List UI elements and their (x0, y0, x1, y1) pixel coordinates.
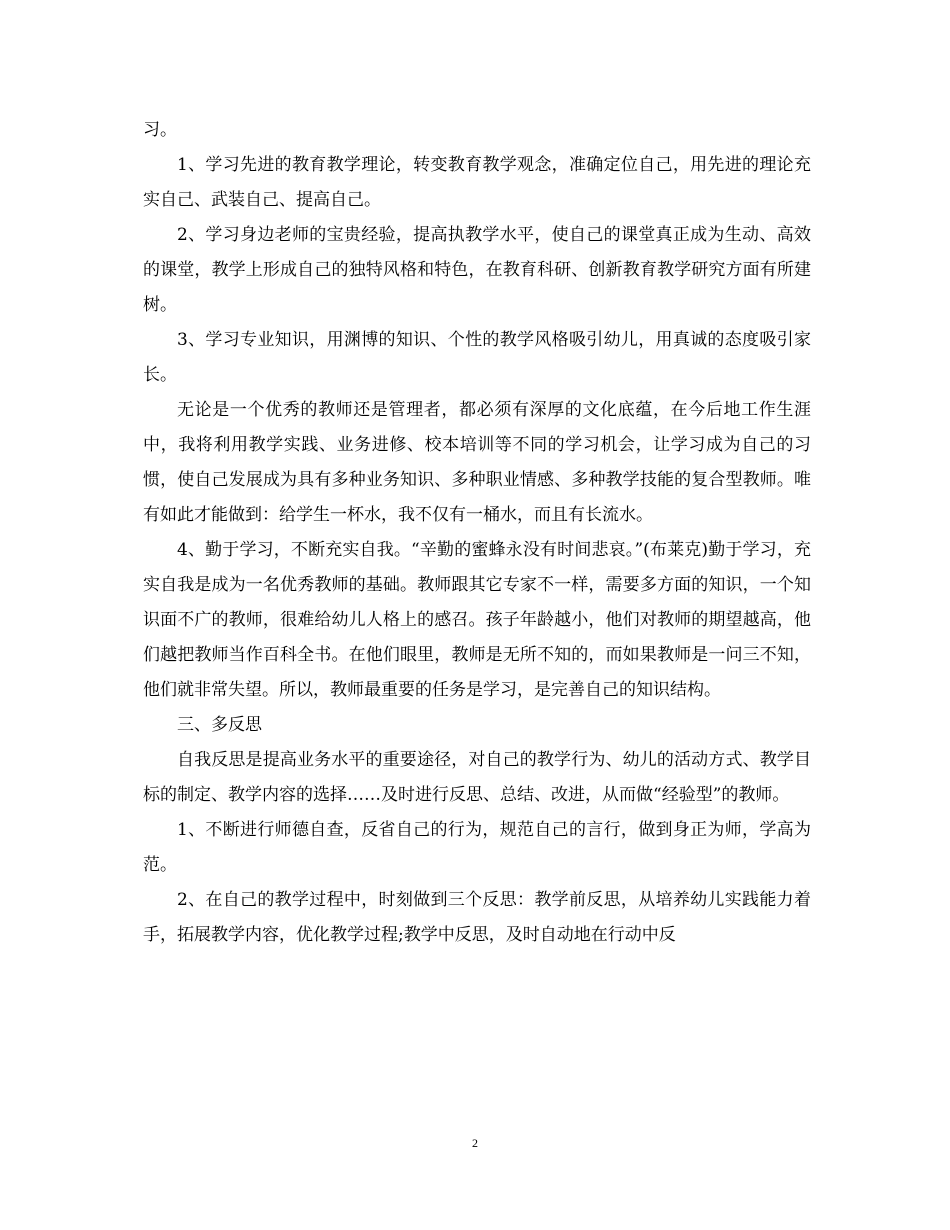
paragraph-item-1: 1、学习先进的教育教学理论，转变教育教学观念，准确定位自己，用先进的理论充实自己、武装自己、提高自己。 (143, 155, 811, 210)
paragraph-continuation: 习。 (143, 120, 177, 140)
paragraph-item-2: 2、学习身边老师的宝贵经验，提高执教学水平，使自己的课堂真正成为生动、高效的课堂，教学上形成自己的独特风格和特色，在教育科研、创新教育教学研究方面有所建树。 (143, 225, 811, 315)
paragraph-reflection-1: 1、不断进行师德自查，反省自己的行为，规范自己的言行，做到身正为师，学高为范。 (143, 820, 811, 875)
paragraph-item-3: 3、学习专业知识，用渊博的知识、个性的教学风格吸引幼儿，用真诚的态度吸引家长。 (143, 330, 811, 385)
page-number: 2 (472, 1136, 478, 1150)
body-text (143, 113, 811, 953)
paragraph-item-4: 4、勤于学习，不断充实自我。“辛勤的蜜蜂永没有时间悲哀。”(布莱克)勤于学习，充实自我是成为一名优秀教师的基础。教师跟其它专家不一样，需要多方面的知识，一个知识面不广的教师，很难给幼儿人格上的感召。孩子年龄越小，他们对教师的期望越高，他们越把教师当作百科全书。在他们眼里，教师是无所不知的，而如果教师是一问三不知，他们就非常失望。所以，教师最重要的任务是学习，是完善自己的知识结构。 (143, 540, 811, 700)
section-heading: 三、多反思 (177, 715, 262, 735)
paragraph-reflection-2: 2、在自己的教学过程中，时刻做到三个反思：教学前反思，从培养幼儿实践能力着手，拓展教学内容，优化教学过程;教学中反思，及时自动地在行动中反 (143, 890, 811, 945)
paragraph-reflection-intro: 自我反思是提高业务水平的重要途径，对自己的教学行为、幼儿的活动方式、教学目标的制定、教学内容的选择……及时进行反思、总结、改进，从而做“经验型”的教师。 (143, 750, 811, 805)
paragraph-summary: 无论是一个优秀的教师还是管理者，都必须有深厚的文化底蕴，在今后地工作生涯中，我将利用教学实践、业务进修、校本培训等不同的学习机会，让学习成为自己的习惯，使自己发展成为具有多种业务知识、多种职业情感、多种教学技能的复合型教师。唯有如此才能做到：给学生一杯水，我不仅有一桶水，而且有长流水。 (143, 400, 811, 525)
